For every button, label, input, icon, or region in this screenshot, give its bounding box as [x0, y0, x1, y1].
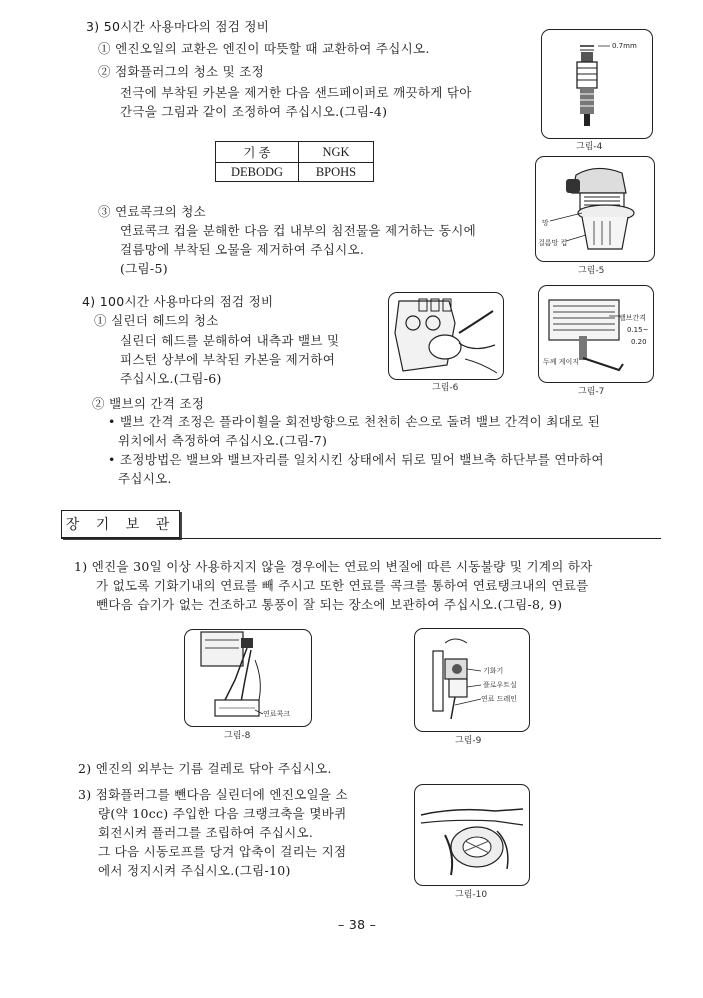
storage-p1-line1: 1) 엔진을 30일 이상 사용하지지 않을 경우에는 연료의 변질에 따른 시동불량 및 기계의 하자	[74, 559, 593, 574]
fig7-label-min: 0.15~	[627, 326, 649, 334]
storage-p1-line2: 가 없도록 기화기내의 연료를 빼 주시고 또한 연료를 콕크를 통하여 연료탱크내의 연료를	[96, 578, 589, 593]
table-cell-model: DEBODG	[216, 163, 299, 182]
sec100-item2-line2: 위치에서 측정하여 주십시오.(그림-7)	[118, 433, 328, 448]
figure-9-caption: 그림-9	[455, 736, 482, 746]
sec100-item1-line2: 피스턴 상부에 부착된 카본을 제거하여	[120, 352, 336, 367]
storage-p2: 2) 엔진의 외부는 기름 걸레로 닦아 주십시오.	[78, 761, 332, 776]
fig9-label-float: 플로우트실	[483, 681, 517, 689]
table-cell-ngk: BPOHS	[299, 163, 374, 182]
figure-10-caption: 그림-10	[455, 890, 488, 900]
storage-p3-line3: 회전시켜 플러그를 조립하여 주십시오.	[98, 825, 314, 840]
storage-p3-line5: 에서 정지시켜 주십시오.(그림-10)	[98, 863, 291, 878]
figure-10-starter-rope	[414, 784, 530, 886]
sec50-item2-title: ② 점화플러그의 청소 및 조정	[98, 64, 265, 79]
fig7-label-max: 0.20	[631, 338, 647, 346]
fig4-gap-label: 0.7mm	[612, 42, 637, 50]
sec100-item2-title: ② 밸브의 간격 조정	[92, 396, 205, 411]
figure-6-cylinder-head	[388, 292, 504, 380]
sec100-item1-line3: 주십시오.(그림-6)	[120, 371, 222, 386]
fig8-label-cock: 연료콕크	[263, 710, 291, 718]
storage-section-header: 장 기 보 관	[61, 510, 180, 538]
fig9-label-carb: 기화기	[483, 667, 504, 675]
spark-plug-table	[215, 141, 374, 182]
sec100-item2-line4: 주십시오.	[118, 471, 172, 486]
table-header-ngk: NGK	[299, 142, 374, 163]
storage-p3-line4: 그 다음 시동로프를 당겨 압축이 걸리는 지점	[98, 844, 347, 859]
sec50-item2-line1: 전극에 부착된 카본을 제거한 다음 샌드페이퍼로 깨끗하게 닦아	[120, 85, 472, 100]
sec50-item3-title: ③ 연료콕크의 청소	[98, 204, 206, 219]
fig9-label-drain: 연료 드레인	[481, 695, 518, 703]
sec50-item3-line2: 걸름망에 부착된 오물을 제거하여 주십시오.	[120, 242, 365, 257]
fig7-label-gauge: 두께 게이지	[543, 358, 580, 366]
section-100h-title: 4) 100시간 사용마다의 점검 정비	[82, 294, 274, 309]
figure-9-carburetor	[414, 628, 530, 732]
table-header-model: 기 종	[216, 142, 299, 163]
figure-5-fuel-cock	[535, 156, 655, 262]
figure-8-caption: 그림-8	[224, 731, 251, 741]
storage-p1-line3: 뺀다음 습기가 없는 건조하고 통풍이 잘 되는 장소에 보관하여 주십시오.(그림-8, 9)	[96, 597, 563, 612]
fig7-label-gap: 밸브간격	[619, 314, 647, 322]
sec100-item2-line3: • 조정방법은 밸브와 밸브자리를 일치시킨 상태에서 뒤로 밀어 밸브축 하단부를 연마하여	[108, 452, 604, 467]
storage-p3-line2: 량(약 10cc) 주입한 다음 크랭크축을 몇바퀴	[98, 806, 347, 821]
figure-4-spark-plug	[541, 29, 653, 139]
sec50-item3-line1: 연료콕크 컵을 분해한 다음 컵 내부의 침전물을 제거하는 동시에	[120, 223, 476, 238]
storage-p3-line1: 3) 점화플러그를 뺀다음 실린더에 엔진오일을 소	[78, 787, 348, 802]
sec100-item1-line1: 실린더 헤드를 분해하여 내측과 밸브 및	[120, 333, 340, 348]
page-number: – 38 –	[338, 917, 377, 932]
figure-7-caption: 그림-7	[578, 387, 605, 397]
fig5-label-cup: 걸름망 컵	[538, 239, 568, 247]
figure-5-caption: 그림-5	[578, 266, 605, 276]
figure-8-fuel-drain	[184, 629, 312, 727]
sec100-item1-title: ① 실린더 헤드의 청소	[94, 313, 219, 328]
figure-4-caption: 그림-4	[576, 142, 603, 152]
sec50-item2-line2: 간극을 그림과 같이 조정하여 주십시오.(그림-4)	[120, 104, 388, 119]
fig5-label-mesh: 망	[542, 219, 549, 227]
figure-6-caption: 그림-6	[432, 383, 459, 393]
figure-7-valve-gap	[538, 285, 654, 383]
sec50-item3-line3: (그림-5)	[120, 261, 168, 276]
section-50h-title: 3) 50시간 사용마다의 점검 정비	[86, 19, 270, 34]
section-divider	[61, 538, 661, 539]
sec100-item2-line1: • 밸브 간격 조정은 플라이휠을 회전방향으로 천천히 손으로 돌려 밸브 간격이 최대로 된	[108, 414, 601, 429]
sec50-item1: ① 엔진오일의 교환은 엔진이 따뜻할 때 교환하여 주십시오.	[98, 41, 430, 56]
